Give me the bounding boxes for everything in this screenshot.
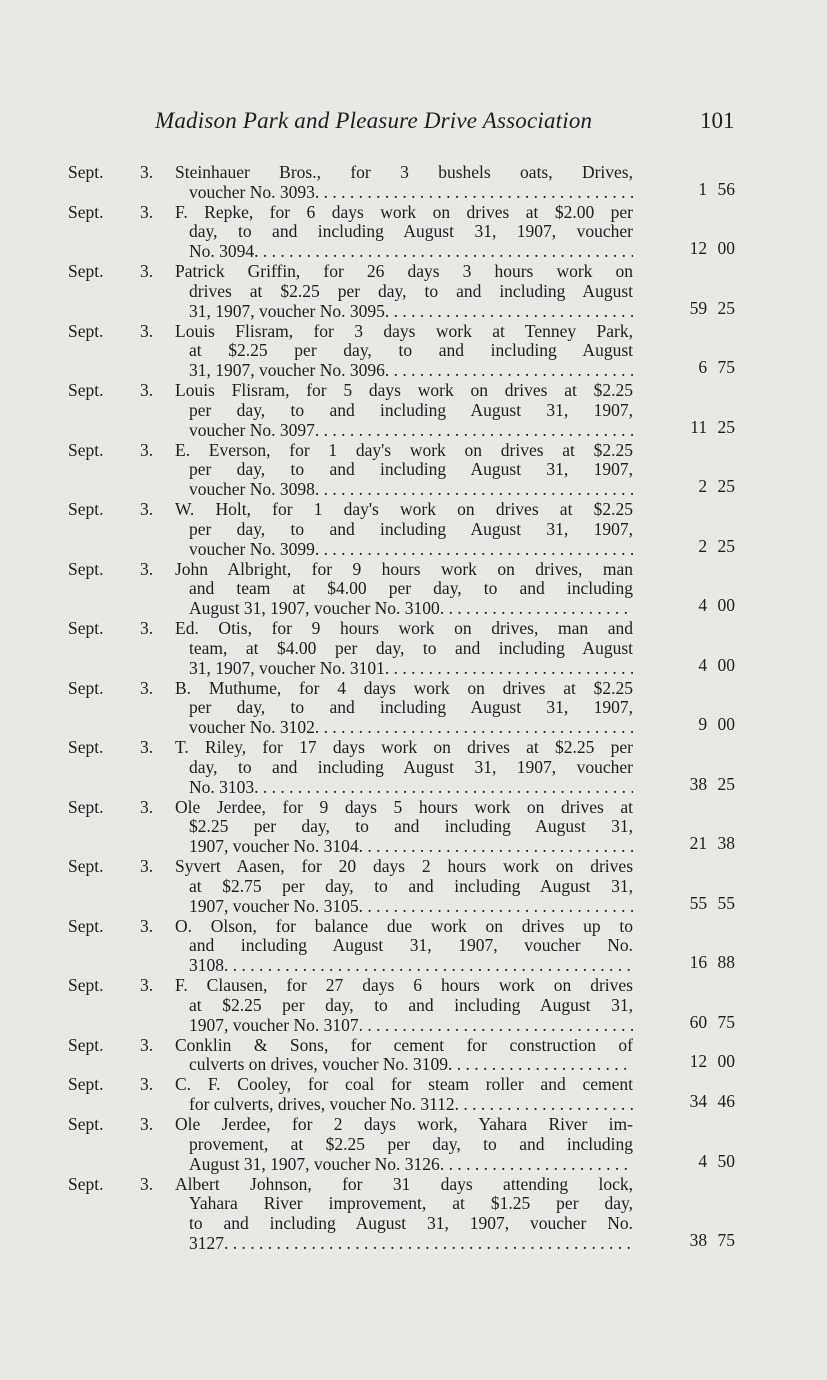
running-title: Madison Park and Pleasure Drive Association <box>155 108 593 133</box>
page-header <box>0 108 827 142</box>
entry-day: 3. <box>140 975 154 996</box>
entry-month: Sept. <box>68 1034 104 1055</box>
dot-leader <box>315 183 633 203</box>
entry-last-line <box>175 183 633 203</box>
entry-description-line: 31, 1907, voucher No. 3096 <box>189 361 385 381</box>
entry-description-line: per day, to and including August 31, 1907, <box>189 400 633 420</box>
dot-leader <box>224 1234 633 1254</box>
entry-description-line: culverts on drives, voucher No. 3109 <box>189 1055 449 1075</box>
entry-description <box>175 560 633 619</box>
page-number: 101 <box>700 108 735 133</box>
entry-description-line: Yahara River improvement, at $1.25 per day, <box>189 1194 633 1214</box>
entry-amount: 59 25 <box>689 297 735 318</box>
entry-description-line: John Albright, for 9 hours work on drives, man <box>175 559 633 579</box>
dot-leader <box>359 897 633 917</box>
entry-description-line: Albert Johnson, for 31 days attending lock, <box>175 1174 633 1194</box>
entry-last-line <box>175 1016 633 1036</box>
entry-month: Sept. <box>68 162 104 182</box>
ledger-entry <box>0 1036 827 1076</box>
entry-month: Sept. <box>68 1114 104 1135</box>
entry-description <box>175 1036 633 1076</box>
entry-description-line: per day, to and including August 31, 1907, <box>189 519 633 539</box>
entry-description-line: Syvert Aasen, for 20 days 2 hours work on drives <box>175 857 633 877</box>
dot-leader <box>440 599 633 619</box>
dot-leader <box>315 718 633 738</box>
entry-description <box>175 163 633 203</box>
entry-description-line: F. Repke, for 6 days work on drives at $2.00 per <box>175 202 633 222</box>
entry-amount: 12 00 <box>689 238 735 259</box>
entry-last-line <box>175 361 633 381</box>
entry-last-line <box>175 897 633 917</box>
entry-month: Sept. <box>68 1173 104 1194</box>
entry-description-line: No. 3103 <box>189 777 255 797</box>
entry-description-line: and team at $4.00 per day, to and including <box>189 579 633 599</box>
entry-description-line: provement, at $2.25 per day, to and including <box>189 1134 633 1154</box>
entry-description-line: Louis Flisram, for 5 days work on drives at $2.25 <box>175 381 633 401</box>
ledger-entry <box>0 163 827 203</box>
dot-leader <box>448 1055 633 1075</box>
entry-description-line: 31, 1907, voucher No. 3095 <box>189 301 385 321</box>
entry-month: Sept. <box>68 201 104 222</box>
entry-amount: 11 25 <box>690 416 735 437</box>
ledger-entry <box>0 560 827 620</box>
entry-last-line <box>175 718 633 738</box>
entry-description-line: and including August 31, 1907, voucher No. <box>189 936 633 956</box>
entry-amount: 4 50 <box>698 1150 735 1171</box>
entry-description <box>175 322 633 381</box>
dot-leader <box>224 956 633 976</box>
entry-day: 3. <box>140 439 154 460</box>
entry-last-line <box>175 599 633 619</box>
entry-day: 3. <box>140 380 154 401</box>
entry-description-line: day, to and including August 31, 1907, voucher <box>189 757 633 777</box>
ledger-entry <box>0 441 827 501</box>
dot-leader <box>315 480 633 500</box>
entry-description-line: No. 3094 <box>189 242 255 262</box>
ledger-entry <box>0 738 827 798</box>
entry-day: 3. <box>140 201 154 222</box>
entry-description-line: at $2.25 per day, to and including August 31, <box>189 995 633 1015</box>
entry-month: Sept. <box>68 737 104 758</box>
ledger-entries <box>0 163 827 1254</box>
entry-description-line: August 31, 1907, voucher No. 3100 <box>189 599 440 619</box>
entry-month: Sept. <box>68 261 104 282</box>
entry-description-line: 3108 <box>189 956 224 976</box>
ledger-entry <box>0 917 827 977</box>
entry-day: 3. <box>140 618 154 639</box>
entry-description-line: to and including August 31, 1907, voucher No. <box>189 1214 633 1234</box>
entry-day: 3. <box>140 558 154 579</box>
entry-description-line: voucher No. 3093 <box>189 182 315 202</box>
entry-description <box>175 203 633 262</box>
entry-amount: 4 00 <box>698 654 735 675</box>
entry-description-line: B. Muthume, for 4 days work on drives at $2.25 <box>175 678 633 698</box>
entry-description-line: voucher No. 3098 <box>189 480 315 500</box>
entry-last-line <box>175 540 633 560</box>
entry-day: 3. <box>140 320 154 341</box>
entry-description-line: 1907, voucher No. 3107 <box>189 1015 359 1035</box>
entry-description <box>175 381 633 440</box>
ledger-entry <box>0 679 827 739</box>
entry-description-line: Patrick Griffin, for 26 days 3 hours work on <box>175 262 633 282</box>
entry-description-line: C. F. Cooley, for coal for steam roller and cement <box>175 1075 633 1095</box>
entry-description-line: voucher No. 3097 <box>189 420 315 440</box>
entry-description-line: E. Everson, for 1 day's work on drives at $2.25 <box>175 440 633 460</box>
entry-description-line: team, at $4.00 per day, to and including August <box>189 638 633 658</box>
entry-description-line: voucher No. 3099 <box>189 539 315 559</box>
entry-description-line: 31, 1907, voucher No. 3101 <box>189 658 385 678</box>
dot-leader <box>254 778 633 798</box>
entry-description-line: 1907, voucher No. 3105 <box>189 896 359 916</box>
entry-month: Sept. <box>68 677 104 698</box>
entry-month: Sept. <box>68 618 104 639</box>
entry-day: 3. <box>140 1034 154 1055</box>
entry-last-line <box>175 956 633 976</box>
entry-month: Sept. <box>68 856 104 877</box>
entry-description-line: Ole Jerdee, for 2 days work, Yahara River im- <box>175 1115 633 1135</box>
dot-leader <box>254 242 633 262</box>
entry-description-line: per day, to and including August 31, 1907, <box>189 460 633 480</box>
entry-last-line <box>175 242 633 262</box>
entry-description <box>175 441 633 500</box>
ledger-entry <box>0 976 827 1036</box>
ledger-entry <box>0 203 827 263</box>
entry-day: 3. <box>140 915 154 936</box>
ledger-entry <box>0 1175 827 1254</box>
entry-amount: 9 00 <box>698 714 735 735</box>
entry-description <box>175 738 633 797</box>
ledger-entry <box>0 619 827 679</box>
dot-leader <box>359 837 633 857</box>
entry-description <box>175 1175 633 1254</box>
entry-last-line <box>175 659 633 679</box>
dot-leader <box>315 540 633 560</box>
entry-last-line <box>175 1155 633 1175</box>
entry-month: Sept. <box>68 975 104 996</box>
entry-amount: 4 00 <box>698 595 735 616</box>
ledger-entry <box>0 857 827 917</box>
entry-description <box>175 619 633 678</box>
entry-amount: 60 75 <box>689 1011 735 1032</box>
entry-description-line: Ed. Otis, for 9 hours work on drives, man and <box>175 619 633 639</box>
entry-description <box>175 976 633 1035</box>
entry-day: 3. <box>140 261 154 282</box>
dot-leader <box>359 1016 633 1036</box>
entry-description <box>175 1115 633 1174</box>
entry-description-line: O. Olson, for balance due work on drives up to <box>175 916 633 936</box>
entry-month: Sept. <box>68 1074 104 1095</box>
entry-amount: 55 55 <box>689 892 735 913</box>
entry-month: Sept. <box>68 558 104 579</box>
entry-day: 3. <box>140 499 154 520</box>
entry-amount: 38 75 <box>689 1229 735 1250</box>
entry-day: 3. <box>140 796 154 817</box>
entry-description-line: drives at $2.25 per day, to and including August <box>189 281 633 301</box>
entry-last-line <box>175 1055 633 1075</box>
entry-last-line <box>175 837 633 857</box>
entry-amount: 2 25 <box>698 535 735 556</box>
entry-amount: 16 88 <box>689 952 735 973</box>
entry-description-line: Conklin & Sons, for cement for construction of <box>175 1035 633 1055</box>
entry-description <box>175 857 633 916</box>
entry-last-line <box>175 1095 633 1115</box>
entry-description-line: $2.25 per day, to and including August 31, <box>189 817 633 837</box>
entry-description-line: at $2.25 per day, to and including August <box>189 341 633 361</box>
entry-amount: 6 75 <box>698 357 735 378</box>
ledger-entry <box>0 1075 827 1115</box>
entry-last-line <box>175 778 633 798</box>
entry-amount: 34 46 <box>689 1091 735 1112</box>
entry-description <box>175 500 633 559</box>
entry-month: Sept. <box>68 380 104 401</box>
entry-description-line: 1907, voucher No. 3104 <box>189 837 359 857</box>
entry-month: Sept. <box>68 915 104 936</box>
entry-month: Sept. <box>68 499 104 520</box>
entry-description-line: T. Riley, for 17 days work on drives at $2.25 per <box>175 738 633 758</box>
ledger-entry <box>0 1115 827 1175</box>
entry-last-line <box>175 421 633 441</box>
entry-last-line <box>175 302 633 322</box>
entry-amount: 21 38 <box>689 833 735 854</box>
entry-day: 3. <box>140 1173 154 1194</box>
entry-amount: 12 00 <box>689 1051 735 1072</box>
ledger-entry <box>0 381 827 441</box>
entry-amount: 38 25 <box>689 773 735 794</box>
ledger-entry <box>0 500 827 560</box>
ledger-entry <box>0 798 827 858</box>
entry-day: 3. <box>140 856 154 877</box>
entry-description-line: August 31, 1907, voucher No. 3126 <box>189 1154 440 1174</box>
ledger-entry <box>0 262 827 322</box>
entry-description-line: Louis Flisram, for 3 days work at Tenney Park, <box>175 321 633 341</box>
entry-description-line: for culverts, drives, voucher No. 3112 <box>189 1095 455 1115</box>
entry-month: Sept. <box>68 320 104 341</box>
entry-last-line <box>175 1234 633 1254</box>
entry-last-line <box>175 480 633 500</box>
ledger-entry <box>0 322 827 382</box>
entry-description <box>175 798 633 857</box>
dot-leader <box>315 421 633 441</box>
entry-description <box>175 262 633 321</box>
entry-description-line: Ole Jerdee, for 9 days 5 hours work on drives at <box>175 797 633 817</box>
entry-description <box>175 917 633 976</box>
entry-amount: 2 25 <box>698 476 735 497</box>
entry-description-line: F. Clausen, for 27 days 6 hours work on drives <box>175 976 633 996</box>
dot-leader <box>440 1155 633 1175</box>
dot-leader <box>455 1095 633 1115</box>
entry-month: Sept. <box>68 439 104 460</box>
entry-description-line: day, to and including August 31, 1907, voucher <box>189 222 633 242</box>
entry-amount: 1 56 <box>698 178 735 199</box>
entry-description <box>175 1075 633 1115</box>
entry-day: 3. <box>140 162 154 182</box>
entry-day: 3. <box>140 677 154 698</box>
entry-month: Sept. <box>68 796 104 817</box>
dot-leader <box>385 659 633 679</box>
entry-description <box>175 679 633 738</box>
entry-description-line: Steinhauer Bros., for 3 bushels oats, Drives, <box>175 163 633 182</box>
entry-description-line: at $2.75 per day, to and including August 31, <box>189 876 633 896</box>
dot-leader <box>385 361 633 381</box>
dot-leader <box>385 302 633 322</box>
entry-day: 3. <box>140 737 154 758</box>
entry-description-line: per day, to and including August 31, 1907, <box>189 698 633 718</box>
entry-description-line: 3127 <box>189 1233 224 1253</box>
entry-description-line: W. Holt, for 1 day's work on drives at $2.25 <box>175 500 633 520</box>
entry-day: 3. <box>140 1074 154 1095</box>
entry-description-line: voucher No. 3102 <box>189 718 315 738</box>
entry-day: 3. <box>140 1114 154 1135</box>
